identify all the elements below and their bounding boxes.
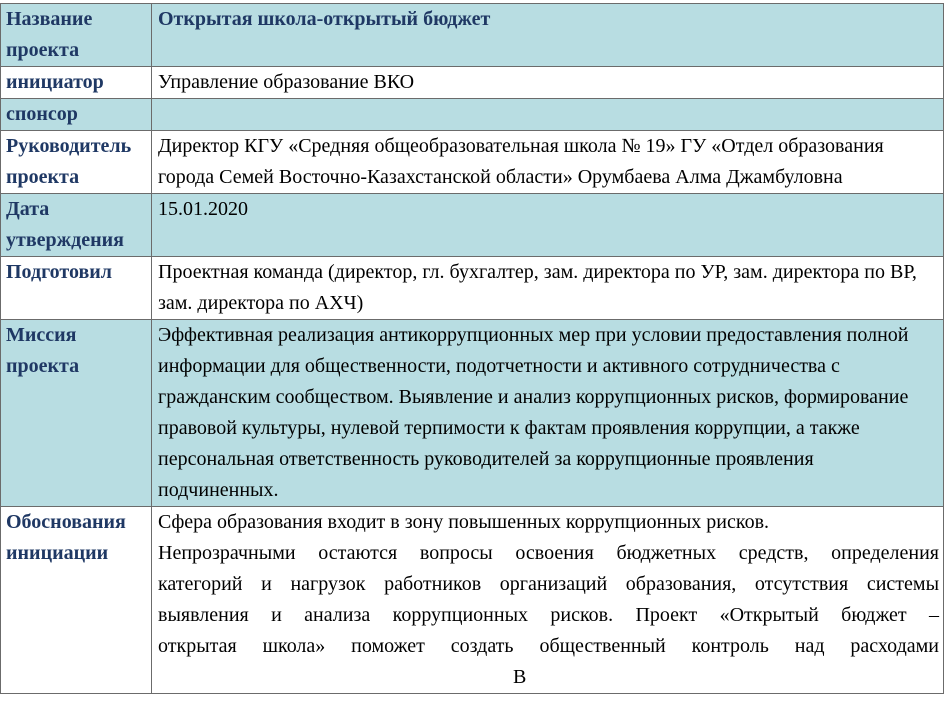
sponsor-value [152,99,944,131]
row-sponsor [1,99,944,131]
row-project-name [1,4,944,67]
row-label: спонсор [1,99,152,131]
row-prepared-by [1,257,944,320]
row-initiator [1,67,944,99]
row-label: Название проекта [1,4,152,67]
project-name-value: Открытая школа-открытый бюджет [152,4,944,67]
row-project-manager [1,131,944,194]
row-label: Подготовил [1,257,152,320]
approval-date-value: 15.01.2020 [152,194,944,257]
initiator-value: Управление образование ВКО [152,67,944,99]
row-justification [1,507,944,694]
row-approval-date [1,194,944,257]
justification-line: категорий и нагрузок работников организаций образования, отсутствия системы [158,573,939,595]
justification-value [152,507,944,694]
prepared-by-value: Проектная команда (директор, гл. бухгалтер, зам. директора по УР, зам. директора по ВР, зам. директора по АХЧ) [152,257,944,320]
justification-line: открытая школа» поможет создать общественный контроль над расходами [158,635,939,657]
justification-line: В [158,666,527,688]
row-label: Обоснования инициации [1,507,152,694]
justification-line: выявления и анализа коррупционных рисков. Проект «Открытый бюджет – [158,604,939,626]
justification-line: Непрозрачными остаются вопросы освоения бюджетных средств, определения [158,542,939,564]
mission-value: Эффективная реализация антикоррупционных мер при условии предоставления полной информации для общественности, подотчетности и активного сотрудничества с гражданским сообществом. Выявление и анализ коррупционных рисков, формирование правовой культуры, нулевой терпимости к фактам проявления коррупции, а также персональная ответственность руководителей за коррупционные проявления подчиненных. [152,320,944,507]
row-label: Руководитель проекта [1,131,152,194]
project-passport-table [0,3,944,694]
project-manager-value: Директор КГУ «Средняя общеобразовательная школа № 19» ГУ «Отдел образования города Семей Восточно-Казахстанской области» Орумбаева Алма Джамбуловна [152,131,944,194]
row-mission [1,320,944,507]
justification-line: Сфера образования входит в зону повышенных коррупционных рисков. [158,511,770,533]
row-label: инициатор [1,67,152,99]
row-label: Дата утверждения [1,194,152,257]
row-label: Миссия проекта [1,320,152,507]
